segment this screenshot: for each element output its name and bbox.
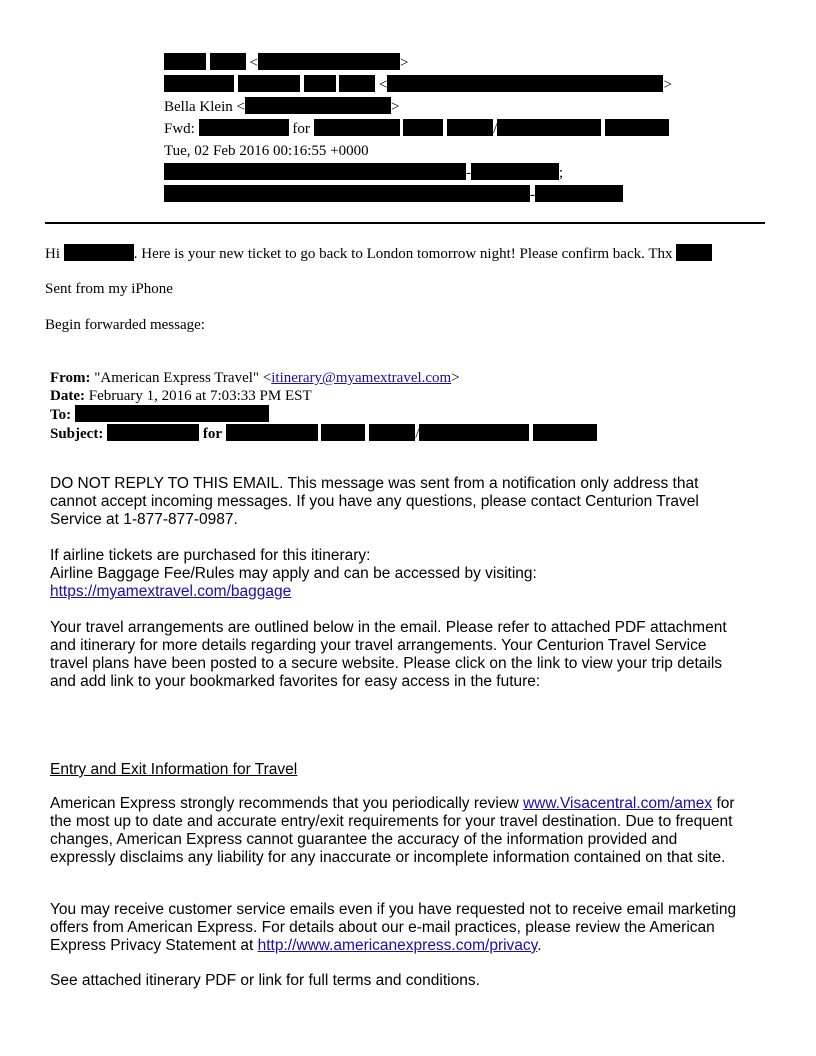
redaction-block xyxy=(339,75,375,92)
attachment-item[interactable]: - xyxy=(164,184,623,206)
do-not-reply-notice: DO NOT REPLY TO THIS EMAIL. This message was sent from a notification only address that cannot accept incoming messages. If you have any questions, please contact Centurion Travel Service at 1-877-877-0987. xyxy=(50,475,699,528)
redaction-block xyxy=(258,53,400,70)
redaction-block xyxy=(226,424,318,441)
redaction-block xyxy=(447,119,493,136)
redaction-block xyxy=(369,424,415,441)
redaction-block xyxy=(314,119,400,136)
entry-exit-heading: Entry and Exit Information for Travel xyxy=(50,761,298,778)
attachment-item[interactable]: - ; xyxy=(164,162,563,184)
baggage-link[interactable]: https://myamextravel.com/baggage xyxy=(50,583,292,600)
arrangements-section: Your travel arrangements are outlined below in the email. Please refer to attached PDF attachment and itinerary for more details regarding your travel arrangements. Your Centurion Travel Service travel plans have been posted to a secure website. Please click on the link to view your trip details and add link to your bookmarked favorites for easy access in the future: xyxy=(50,619,727,690)
redaction-block xyxy=(164,163,466,180)
redaction-block xyxy=(107,424,199,441)
redaction-block xyxy=(238,75,300,92)
fwd-date-row: Date: February 1, 2016 at 7:03:33 PM EST xyxy=(50,388,312,404)
fwd-from-row: From: "American Express Travel" <itinerary@myamextravel.com> xyxy=(50,370,460,386)
header-divider xyxy=(45,222,765,224)
baggage-section: If airline tickets are purchased for this itinerary: Airline Baggage Fee/Rules may apply and can be accessed by visiting: https://myamextravel.com/baggage xyxy=(50,547,537,600)
redaction-block xyxy=(387,75,663,92)
to-value: < > xyxy=(164,74,672,96)
redaction-block xyxy=(199,119,289,136)
redaction-block xyxy=(605,119,669,136)
fwd-from-label: From: xyxy=(50,370,91,386)
visacentral-link[interactable]: www.Visacentral.com/amex xyxy=(522,795,713,812)
fwd-subject-label: Subject: xyxy=(50,426,104,442)
cc-value: Bella Klein < > xyxy=(164,99,400,115)
redaction-block xyxy=(403,119,443,136)
signature-line: Sent from my iPhone xyxy=(45,281,173,297)
forwarded-header xyxy=(50,369,597,443)
fwd-subject-row: Subject: for / xyxy=(50,424,597,443)
terms-line: See attached itinerary PDF or link for full terms and conditions. xyxy=(50,972,480,989)
redaction-block xyxy=(321,424,365,441)
fwd-from-email-link[interactable]: itinerary@myamextravel.com xyxy=(271,370,452,386)
privacy-section: You may receive customer service emails even if you have requested not to receive email marketing offers from American Express. For details about our e-mail practices, please review the American Express Privacy Statement at http://www.americanexpress.com/privacy. xyxy=(50,901,737,954)
date-value: Tue, 02 Feb 2016 00:16:55 +0000 xyxy=(164,143,369,159)
forward-notice: Begin forwarded message: xyxy=(45,317,205,333)
privacy-link[interactable]: http://www.americanexpress.com/privacy xyxy=(257,937,538,954)
redaction-block xyxy=(164,185,530,202)
redaction-block xyxy=(64,244,134,261)
greeting-line: Hi . Here is your new ticket to go back to London tomorrow night! Please confirm back. Thx xyxy=(45,244,712,263)
from-value: < > xyxy=(164,52,408,74)
redaction-block xyxy=(419,424,529,441)
fwd-to-label: To: xyxy=(50,407,72,423)
entry-exit-section: American Express strongly recommends that you periodically review www.Visacentral.com/amex for the most up to date and accurate entry/exit requirements for your travel destination. Due to frequent changes, American Express cannot guarantee the accuracy of the information provided and expressly disclaims any liability for any inaccurate or incomplete information contained on that site. xyxy=(50,795,735,866)
redaction-block xyxy=(164,53,206,70)
fwd-to-row xyxy=(50,405,597,424)
redaction-block xyxy=(75,405,269,422)
redaction-block xyxy=(497,119,601,136)
redaction-block xyxy=(245,97,391,114)
redaction-block xyxy=(304,75,336,92)
redaction-block xyxy=(164,75,234,92)
redaction-block xyxy=(533,424,597,441)
redaction-block xyxy=(210,53,246,70)
redaction-block xyxy=(471,163,559,180)
redaction-block xyxy=(676,244,712,261)
fwd-date-label: Date: xyxy=(50,388,85,404)
subject-value: Fwd: for / xyxy=(164,118,669,140)
redaction-block xyxy=(535,185,623,202)
